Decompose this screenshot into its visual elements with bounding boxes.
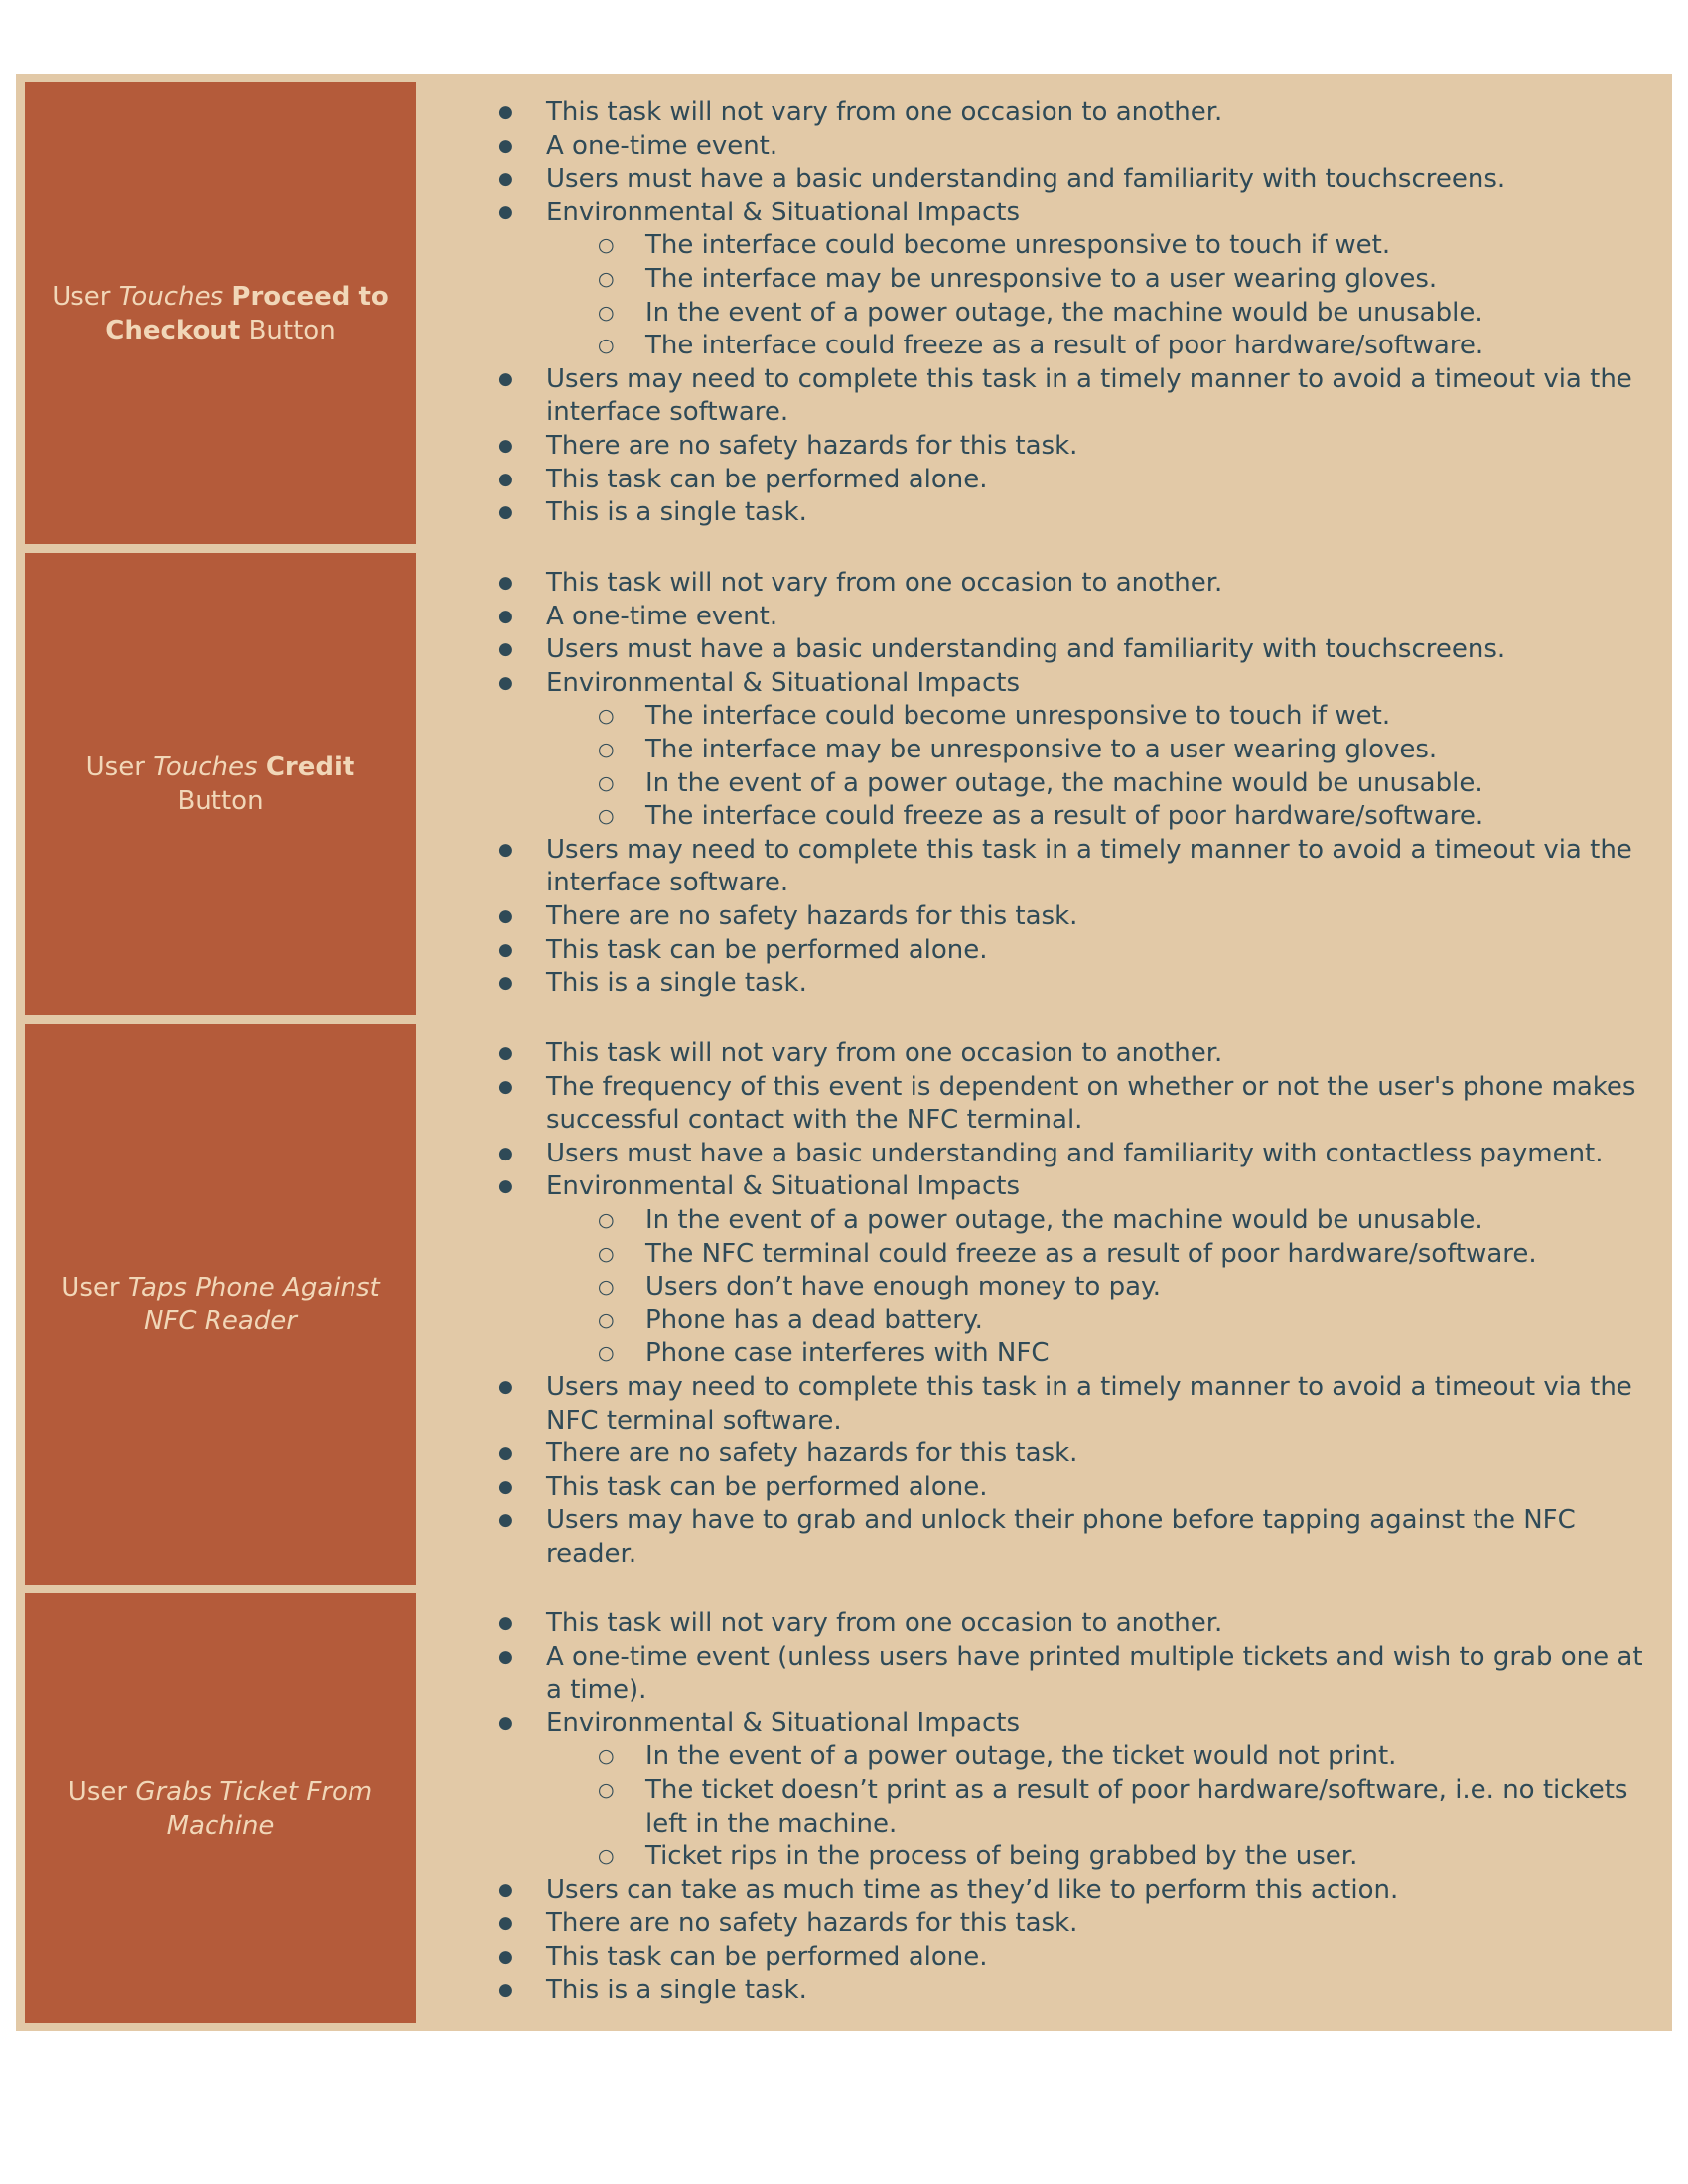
list-item: ● This task can be performed alone. — [453, 1941, 1659, 1975]
sub-list-item: ○ Users don’t have enough money to pay. — [453, 1271, 1659, 1304]
list-item: ● Users may need to complete this task in a timely manner to avoid a timeout via the NFC terminal software. — [453, 1371, 1659, 1437]
sub-list-item: ○ The interface could become unresponsive to touch if wet. — [453, 229, 1659, 263]
list-item: ● A one-time event. — [453, 601, 1659, 634]
list-item: ● Environmental & Situational Impacts ○ The interface could become unresponsive to touch if wet. ○ The interface may be unresponsive to a user wearing gloves. ○ In the event of a power outage, the machine would be unusable. ○ The interface could freeze as a result of poor hardware/software. — [453, 667, 1659, 834]
list-item: ● There are no safety hazards for this task. — [453, 1907, 1659, 1941]
task-details — [453, 567, 1659, 1001]
table-row — [16, 1024, 1672, 1585]
table-row — [16, 82, 1672, 544]
sub-list-item: ○ Phone has a dead battery. — [453, 1304, 1659, 1338]
table-row — [16, 1593, 1672, 2023]
task-label-cell — [25, 1593, 416, 2023]
sub-list-item: ○ Ticket rips in the process of being grabbed by the user. — [453, 1841, 1659, 1874]
sub-list-item: ○ The NFC terminal could freeze as a result of poor hardware/software. — [453, 1238, 1659, 1272]
task-details — [453, 96, 1659, 530]
list-item: ● Users can take as much time as they’d like to perform this action. — [453, 1874, 1659, 1908]
sub-list-item: ○ The interface may be unresponsive to a user wearing gloves. — [453, 263, 1659, 297]
task-label-cell — [25, 1024, 416, 1585]
list-item: ● This task can be performed alone. — [453, 934, 1659, 968]
list-item: ● A one-time event (unless users have printed multiple tickets and wish to grab one at a time). — [453, 1641, 1659, 1707]
list-item: ● Environmental & Situational Impacts ○ The interface could become unresponsive to touch if wet. ○ The interface may be unresponsive to a user wearing gloves. ○ In the event of a power outage, the machine would be unusable. ○ The interface could freeze as a result of poor hardware/software. — [453, 197, 1659, 363]
sub-list-item: ○ The interface could become unresponsive to touch if wet. — [453, 700, 1659, 734]
list-item: ● This is a single task. — [453, 967, 1659, 1001]
list-item: ● This is a single task. — [453, 496, 1659, 530]
task-label-cell — [25, 82, 416, 544]
list-item: ● There are no safety hazards for this task. — [453, 430, 1659, 464]
list-item: ● This task will not vary from one occasion to another. — [453, 1607, 1659, 1641]
list-item: ● There are no safety hazards for this task. — [453, 1437, 1659, 1471]
list-item: ● This task will not vary from one occasion to another. — [453, 96, 1659, 130]
table-row — [16, 553, 1672, 1015]
list-item: ● Users may have to grab and unlock their phone before tapping against the NFC reader. — [453, 1504, 1659, 1570]
task-details — [453, 1607, 1659, 2007]
sub-list-item: ○ The interface could freeze as a result of poor hardware/software. — [453, 800, 1659, 834]
list-item: ● Users must have a basic understanding and familiarity with touchscreens. — [453, 633, 1659, 667]
sub-list-item: ○ Phone case interferes with NFC — [453, 1337, 1659, 1371]
sub-list-item: ○ The interface could freeze as a result of poor hardware/software. — [453, 330, 1659, 363]
list-item: ● Users may need to complete this task in a timely manner to avoid a timeout via the interface software. — [453, 834, 1659, 900]
list-item: ● This task will not vary from one occasion to another. — [453, 1037, 1659, 1071]
task-label: User Grabs Ticket From Machine — [68, 1776, 373, 1841]
task-label: User Touches Proceed to Checkout Button — [52, 281, 389, 345]
sub-list-item: ○ In the event of a power outage, the machine would be unusable. — [453, 297, 1659, 331]
task-label: User Taps Phone Against NFC Reader — [61, 1273, 380, 1336]
list-item: ● This task can be performed alone. — [453, 464, 1659, 497]
list-item: ● Environmental & Situational Impacts ○ In the event of a power outage, the ticket would not print. ○ The ticket doesn’t print as a result of poor hardware/software, i.e. no tickets left in the machine. ○ Ticket rips in the process of being grabbed by the user. — [453, 1707, 1659, 1874]
list-item: ● Environmental & Situational Impacts ○ In the event of a power outage, the machine would be unusable. ○ The NFC terminal could freeze as a result of poor hardware/software. ○ Users don’t have enough money to pay. ○ Phone has a dead battery. ○ Phone case interferes with NFC — [453, 1170, 1659, 1371]
list-item: ● The frequency of this event is dependent on whether or not the user's phone makes successful contact with the NFC terminal. — [453, 1071, 1659, 1138]
task-details — [453, 1037, 1659, 1571]
list-item: ● This task can be performed alone. — [453, 1471, 1659, 1505]
list-item: ● Users may need to complete this task in a timely manner to avoid a timeout via the interface software. — [453, 363, 1659, 430]
list-item: ● A one-time event. — [453, 130, 1659, 164]
sub-list-item: ○ The ticket doesn’t print as a result of poor hardware/software, i.e. no tickets left in the machine. — [453, 1774, 1659, 1841]
task-label-cell — [25, 553, 416, 1015]
task-analysis-table — [16, 74, 1672, 2031]
sub-list-item: ○ In the event of a power outage, the machine would be unusable. — [453, 767, 1659, 801]
list-item: ● Users must have a basic understanding and familiarity with contactless payment. — [453, 1138, 1659, 1171]
list-item: ● There are no safety hazards for this task. — [453, 900, 1659, 934]
list-item: ● This is a single task. — [453, 1975, 1659, 2008]
sub-list-item: ○ In the event of a power outage, the machine would be unusable. — [453, 1204, 1659, 1238]
sub-list-item: ○ In the event of a power outage, the ticket would not print. — [453, 1740, 1659, 1774]
task-label: User Touches Credit Button — [85, 751, 355, 816]
sub-list-item: ○ The interface may be unresponsive to a user wearing gloves. — [453, 734, 1659, 767]
list-item: ● Users must have a basic understanding and familiarity with touchscreens. — [453, 163, 1659, 197]
list-item: ● This task will not vary from one occasion to another. — [453, 567, 1659, 601]
